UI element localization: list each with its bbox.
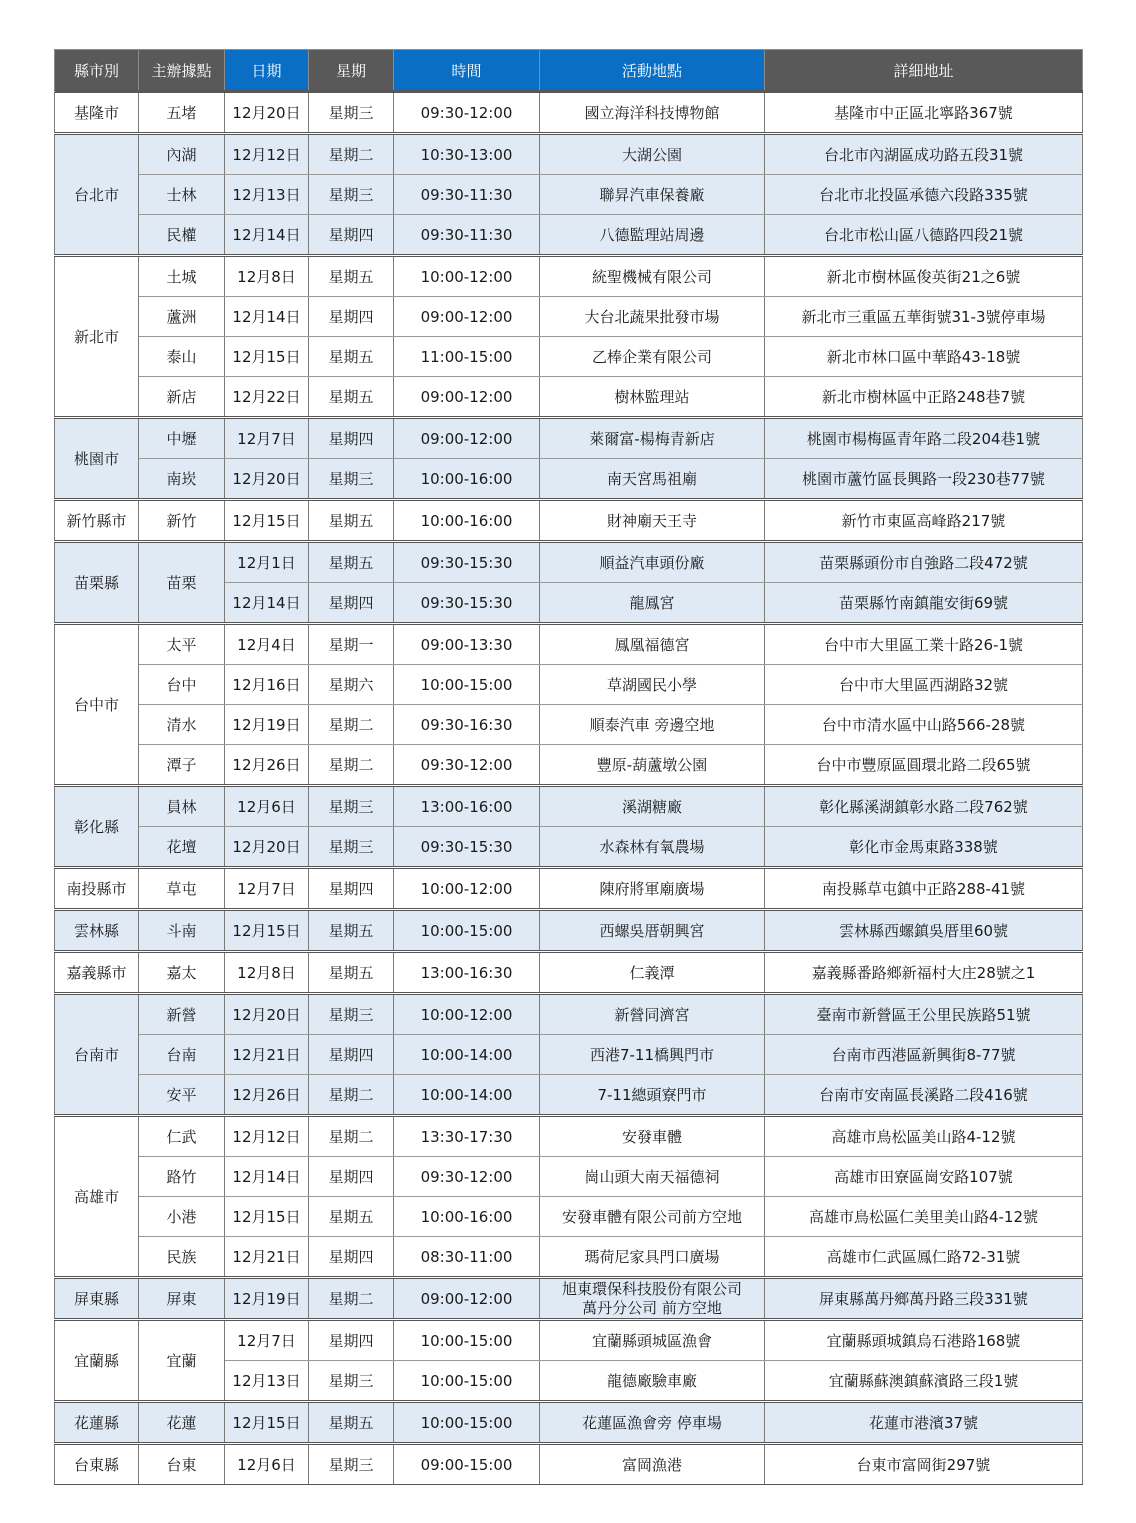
venue-cell: 豐原-葫蘆墩公園 <box>540 745 765 786</box>
city-cell: 宜蘭縣 <box>55 1320 139 1402</box>
table-row <box>55 1075 1083 1116</box>
time-cell: 10:00-14:00 <box>394 1035 540 1075</box>
venue-cell: 大湖公園 <box>540 134 765 175</box>
date-cell: 12月19日 <box>225 1278 309 1320</box>
weekday-cell: 星期五 <box>309 337 394 377</box>
date-cell: 12月15日 <box>225 337 309 377</box>
table-row <box>55 215 1083 256</box>
date-cell: 12月8日 <box>225 256 309 297</box>
table-row <box>55 256 1083 297</box>
city-cell: 苗栗縣 <box>55 542 139 624</box>
time-cell: 10:00-16:00 <box>394 1197 540 1237</box>
weekday-cell: 星期五 <box>309 1197 394 1237</box>
city-cell: 彰化縣 <box>55 786 139 868</box>
venue-cell: 新營同濟宮 <box>540 994 765 1035</box>
date-cell: 12月7日 <box>225 418 309 459</box>
site-cell: 安平 <box>139 1075 225 1116</box>
time-cell: 10:00-14:00 <box>394 1075 540 1116</box>
site-cell: 台東 <box>139 1444 225 1485</box>
time-cell: 10:30-13:00 <box>394 134 540 175</box>
address-cell: 桃園市蘆竹區長興路一段230巷77號 <box>765 459 1083 500</box>
city-group <box>55 1278 1083 1320</box>
table-row <box>55 1197 1083 1237</box>
table-row <box>55 459 1083 500</box>
time-cell: 09:30-15:30 <box>394 583 540 624</box>
address-cell: 新北市樹林區俊英街21之6號 <box>765 256 1083 297</box>
city-cell: 嘉義縣市 <box>55 952 139 994</box>
city-group <box>55 256 1083 418</box>
time-cell: 10:00-16:00 <box>394 500 540 542</box>
time-cell: 09:30-11:30 <box>394 215 540 256</box>
time-cell: 10:00-12:00 <box>394 256 540 297</box>
site-cell: 花蓮 <box>139 1402 225 1444</box>
date-cell: 12月16日 <box>225 665 309 705</box>
address-cell: 台北市內湖區成功路五段31號 <box>765 134 1083 175</box>
time-cell: 09:30-12:00 <box>394 92 540 134</box>
table-row <box>55 827 1083 868</box>
table-row <box>55 868 1083 910</box>
date-cell: 12月15日 <box>225 1197 309 1237</box>
address-cell: 高雄市仁武區鳳仁路72-31號 <box>765 1237 1083 1278</box>
time-cell: 09:00-12:00 <box>394 297 540 337</box>
city-group <box>55 418 1083 500</box>
address-cell: 台東市富岡街297號 <box>765 1444 1083 1485</box>
city-group <box>55 1444 1083 1485</box>
date-cell: 12月6日 <box>225 1444 309 1485</box>
table-row <box>55 665 1083 705</box>
address-cell: 彰化縣溪湖鎮彰水路二段762號 <box>765 786 1083 827</box>
site-cell: 太平 <box>139 624 225 665</box>
weekday-cell: 星期二 <box>309 1075 394 1116</box>
address-cell: 彰化市金馬東路338號 <box>765 827 1083 868</box>
site-cell: 泰山 <box>139 337 225 377</box>
table-row <box>55 297 1083 337</box>
venue-cell: 仁義潭 <box>540 952 765 994</box>
table-row <box>55 500 1083 542</box>
address-cell: 雲林縣西螺鎮吳厝里60號 <box>765 910 1083 952</box>
date-cell: 12月12日 <box>225 1116 309 1157</box>
weekday-cell: 星期四 <box>309 1157 394 1197</box>
address-cell: 宜蘭縣頭城鎮烏石港路168號 <box>765 1320 1083 1361</box>
site-cell: 台中 <box>139 665 225 705</box>
table-row <box>55 1402 1083 1444</box>
time-cell: 10:00-15:00 <box>394 1402 540 1444</box>
address-cell: 苗栗縣竹南鎮龍安街69號 <box>765 583 1083 624</box>
weekday-cell: 星期四 <box>309 297 394 337</box>
site-cell: 花壇 <box>139 827 225 868</box>
date-cell: 12月19日 <box>225 705 309 745</box>
date-cell: 12月14日 <box>225 583 309 624</box>
time-cell: 09:30-15:30 <box>394 542 540 583</box>
time-cell: 09:30-16:30 <box>394 705 540 745</box>
schedule-sheet <box>54 49 1082 1485</box>
site-cell: 嘉太 <box>139 952 225 994</box>
address-cell: 苗栗縣頭份市自強路二段472號 <box>765 542 1083 583</box>
city-cell: 雲林縣 <box>55 910 139 952</box>
schedule-table <box>54 49 1083 1485</box>
venue-cell: 安發車體 <box>540 1116 765 1157</box>
time-cell: 10:00-15:00 <box>394 910 540 952</box>
address-cell: 新北市林口區中華路43-18號 <box>765 337 1083 377</box>
date-cell: 12月15日 <box>225 1402 309 1444</box>
weekday-cell: 星期三 <box>309 786 394 827</box>
site-cell: 蘆洲 <box>139 297 225 337</box>
time-cell: 10:00-12:00 <box>394 868 540 910</box>
table-row <box>55 175 1083 215</box>
city-group <box>55 786 1083 868</box>
weekday-cell: 星期三 <box>309 459 394 500</box>
address-cell: 高雄市鳥松區仁美里美山路4-12號 <box>765 1197 1083 1237</box>
time-cell: 09:00-12:00 <box>394 418 540 459</box>
table-row <box>55 92 1083 134</box>
weekday-cell: 星期三 <box>309 175 394 215</box>
time-cell: 09:00-12:00 <box>394 1278 540 1320</box>
city-cell: 新北市 <box>55 256 139 418</box>
address-cell: 高雄市田寮區崗安路107號 <box>765 1157 1083 1197</box>
weekday-cell: 星期一 <box>309 624 394 665</box>
address-cell: 南投縣草屯鎮中正路288-41號 <box>765 868 1083 910</box>
header-city: 縣市別 <box>55 50 139 92</box>
weekday-cell: 星期五 <box>309 500 394 542</box>
venue-cell: 大台北蔬果批發市場 <box>540 297 765 337</box>
time-cell: 09:00-13:30 <box>394 624 540 665</box>
header-venue: 活動地點 <box>540 50 765 92</box>
table-row <box>55 134 1083 175</box>
header-address: 詳細地址 <box>765 50 1083 92</box>
address-cell: 台北市松山區八德路四段21號 <box>765 215 1083 256</box>
weekday-cell: 星期三 <box>309 827 394 868</box>
weekday-cell: 星期五 <box>309 377 394 418</box>
venue-cell: 龍德廠驗車廠 <box>540 1361 765 1402</box>
time-cell: 09:30-12:00 <box>394 1157 540 1197</box>
venue-cell: 順泰汽車 旁邊空地 <box>540 705 765 745</box>
venue-cell: 樹林監理站 <box>540 377 765 418</box>
venue-cell: 西螺吳厝朝興宮 <box>540 910 765 952</box>
site-cell: 中壢 <box>139 418 225 459</box>
table-row <box>55 377 1083 418</box>
table-row <box>55 1278 1083 1320</box>
date-cell: 12月15日 <box>225 500 309 542</box>
venue-cell: 安發車體有限公司前方空地 <box>540 1197 765 1237</box>
date-cell: 12月21日 <box>225 1237 309 1278</box>
date-cell: 12月15日 <box>225 910 309 952</box>
city-group <box>55 910 1083 952</box>
site-cell: 宜蘭 <box>139 1320 225 1402</box>
site-cell: 斗南 <box>139 910 225 952</box>
date-cell: 12月22日 <box>225 377 309 418</box>
weekday-cell: 星期二 <box>309 705 394 745</box>
address-cell: 臺南市新營區王公里民族路51號 <box>765 994 1083 1035</box>
city-cell: 桃園市 <box>55 418 139 500</box>
date-cell: 12月1日 <box>225 542 309 583</box>
address-cell: 新北市三重區五華街號31-3號停車場 <box>765 297 1083 337</box>
table-row <box>55 624 1083 665</box>
header-time: 時間 <box>394 50 540 92</box>
weekday-cell: 星期三 <box>309 1361 394 1402</box>
time-cell: 08:30-11:00 <box>394 1237 540 1278</box>
venue-cell: 國立海洋科技博物館 <box>540 92 765 134</box>
site-cell: 新營 <box>139 994 225 1035</box>
weekday-cell: 星期三 <box>309 92 394 134</box>
table-row <box>55 786 1083 827</box>
table-row <box>55 418 1083 459</box>
time-cell: 13:00-16:30 <box>394 952 540 994</box>
date-cell: 12月20日 <box>225 994 309 1035</box>
site-cell: 草屯 <box>139 868 225 910</box>
venue-cell: 西港7-11橋興門市 <box>540 1035 765 1075</box>
table-row <box>55 994 1083 1035</box>
table-row <box>55 1116 1083 1157</box>
site-cell: 南崁 <box>139 459 225 500</box>
address-cell: 台中市大里區西湖路32號 <box>765 665 1083 705</box>
date-cell: 12月12日 <box>225 134 309 175</box>
address-cell: 新竹市東區高峰路217號 <box>765 500 1083 542</box>
weekday-cell: 星期二 <box>309 134 394 175</box>
venue-cell: 陳府將軍廟廣場 <box>540 868 765 910</box>
table-row <box>55 1320 1083 1361</box>
time-cell: 11:00-15:00 <box>394 337 540 377</box>
address-cell: 台中市清水區中山路566-28號 <box>765 705 1083 745</box>
table-row <box>55 542 1083 583</box>
site-cell: 新竹 <box>139 500 225 542</box>
site-cell: 路竹 <box>139 1157 225 1197</box>
table-row <box>55 337 1083 377</box>
site-cell: 清水 <box>139 705 225 745</box>
date-cell: 12月21日 <box>225 1035 309 1075</box>
weekday-cell: 星期三 <box>309 1444 394 1485</box>
venue-cell: 草湖國民小學 <box>540 665 765 705</box>
address-cell: 高雄市鳥松區美山路4-12號 <box>765 1116 1083 1157</box>
city-group <box>55 92 1083 134</box>
venue-cell: 統聖機械有限公司 <box>540 256 765 297</box>
time-cell: 10:00-15:00 <box>394 1320 540 1361</box>
date-cell: 12月14日 <box>225 297 309 337</box>
address-cell: 台南市安南區長溪路二段416號 <box>765 1075 1083 1116</box>
site-cell: 內湖 <box>139 134 225 175</box>
address-cell: 花蓮市港濱37號 <box>765 1402 1083 1444</box>
site-cell: 仁武 <box>139 1116 225 1157</box>
weekday-cell: 星期五 <box>309 256 394 297</box>
weekday-cell: 星期四 <box>309 583 394 624</box>
venue-cell: 聯昇汽車保養廠 <box>540 175 765 215</box>
date-cell: 12月13日 <box>225 175 309 215</box>
address-cell: 宜蘭縣蘇澳鎮蘇濱路三段1號 <box>765 1361 1083 1402</box>
header-site: 主辦據點 <box>139 50 225 92</box>
city-group <box>55 952 1083 994</box>
venue-cell: 鳳凰福德宮 <box>540 624 765 665</box>
table-row <box>55 952 1083 994</box>
venue-cell: 花蓮區漁會旁 停車場 <box>540 1402 765 1444</box>
time-cell: 09:30-11:30 <box>394 175 540 215</box>
weekday-cell: 星期二 <box>309 1278 394 1320</box>
weekday-cell: 星期三 <box>309 994 394 1035</box>
time-cell: 10:00-15:00 <box>394 665 540 705</box>
venue-cell: 龍鳳宮 <box>540 583 765 624</box>
site-cell: 潭子 <box>139 745 225 786</box>
weekday-cell: 星期五 <box>309 952 394 994</box>
header-date: 日期 <box>225 50 309 92</box>
weekday-cell: 星期五 <box>309 1402 394 1444</box>
venue-cell: 7-11總頭寮門市 <box>540 1075 765 1116</box>
time-cell: 10:00-16:00 <box>394 459 540 500</box>
weekday-cell: 星期四 <box>309 868 394 910</box>
address-cell: 台中市豐原區圓環北路二段65號 <box>765 745 1083 786</box>
date-cell: 12月7日 <box>225 868 309 910</box>
venue-cell: 富岡漁港 <box>540 1444 765 1485</box>
city-cell: 花蓮縣 <box>55 1402 139 1444</box>
weekday-cell: 星期四 <box>309 1035 394 1075</box>
city-group <box>55 868 1083 910</box>
site-cell: 土城 <box>139 256 225 297</box>
date-cell: 12月4日 <box>225 624 309 665</box>
city-group <box>55 994 1083 1116</box>
city-group <box>55 542 1083 624</box>
header-row <box>55 50 1083 92</box>
city-cell: 台南市 <box>55 994 139 1116</box>
weekday-cell: 星期四 <box>309 1237 394 1278</box>
venue-cell: 順益汽車頭份廠 <box>540 542 765 583</box>
weekday-cell: 星期五 <box>309 910 394 952</box>
site-cell: 苗栗 <box>139 542 225 624</box>
city-group <box>55 1402 1083 1444</box>
city-cell: 台東縣 <box>55 1444 139 1485</box>
venue-line-1: 旭東環保科技股份有限公司 <box>561 1279 742 1298</box>
city-group <box>55 624 1083 786</box>
city-cell: 基隆市 <box>55 92 139 134</box>
header-weekday: 星期 <box>309 50 394 92</box>
table-row <box>55 910 1083 952</box>
venue-cell: 瑪荷尼家具門口廣場 <box>540 1237 765 1278</box>
table-row <box>55 1157 1083 1197</box>
venue-cell: 萊爾富-楊梅青新店 <box>540 418 765 459</box>
site-cell: 五堵 <box>139 92 225 134</box>
table-row <box>55 1035 1083 1075</box>
venue-cell: 溪湖糖廠 <box>540 786 765 827</box>
time-cell: 09:30-15:30 <box>394 827 540 868</box>
date-cell: 12月26日 <box>225 745 309 786</box>
weekday-cell: 星期四 <box>309 1320 394 1361</box>
time-cell: 10:00-12:00 <box>394 994 540 1035</box>
table-row <box>55 745 1083 786</box>
date-cell: 12月26日 <box>225 1075 309 1116</box>
date-cell: 12月7日 <box>225 1320 309 1361</box>
date-cell: 12月20日 <box>225 92 309 134</box>
venue-cell: 宜蘭縣頭城區漁會 <box>540 1320 765 1361</box>
venue-cell: 水森林有氧農場 <box>540 827 765 868</box>
city-group <box>55 1320 1083 1402</box>
weekday-cell: 星期二 <box>309 1116 394 1157</box>
weekday-cell: 星期六 <box>309 665 394 705</box>
venue-line-2: 萬丹分公司 前方空地 <box>582 1298 722 1317</box>
city-cell: 南投縣市 <box>55 868 139 910</box>
address-cell: 嘉義縣番路鄉新福村大庄28號之1 <box>765 952 1083 994</box>
table-row <box>55 1444 1083 1485</box>
venue-cell: 崗山頭大南天福德祠 <box>540 1157 765 1197</box>
venue-cell <box>540 1278 765 1320</box>
site-cell: 員林 <box>139 786 225 827</box>
date-cell: 12月6日 <box>225 786 309 827</box>
table-row <box>55 705 1083 745</box>
site-cell: 民權 <box>139 215 225 256</box>
date-cell: 12月14日 <box>225 215 309 256</box>
time-cell: 13:00-16:00 <box>394 786 540 827</box>
venue-cell: 財神廟天王寺 <box>540 500 765 542</box>
city-group <box>55 134 1083 256</box>
table-header <box>55 50 1083 92</box>
time-cell: 09:00-12:00 <box>394 377 540 418</box>
venue-cell: 南天宮馬祖廟 <box>540 459 765 500</box>
table-row <box>55 1237 1083 1278</box>
date-cell: 12月8日 <box>225 952 309 994</box>
city-cell: 台中市 <box>55 624 139 786</box>
address-cell: 新北市樹林區中正路248巷7號 <box>765 377 1083 418</box>
time-cell: 09:30-12:00 <box>394 745 540 786</box>
city-cell: 屏東縣 <box>55 1278 139 1320</box>
date-cell: 12月20日 <box>225 459 309 500</box>
site-cell: 屏東 <box>139 1278 225 1320</box>
site-cell: 士林 <box>139 175 225 215</box>
time-cell: 13:30-17:30 <box>394 1116 540 1157</box>
city-group <box>55 1116 1083 1278</box>
city-cell: 新竹縣市 <box>55 500 139 542</box>
site-cell: 台南 <box>139 1035 225 1075</box>
address-cell: 台南市西港區新興街8-77號 <box>765 1035 1083 1075</box>
address-cell: 桃園市楊梅區青年路二段204巷1號 <box>765 418 1083 459</box>
weekday-cell: 星期五 <box>309 542 394 583</box>
date-cell: 12月14日 <box>225 1157 309 1197</box>
weekday-cell: 星期二 <box>309 745 394 786</box>
weekday-cell: 星期四 <box>309 418 394 459</box>
city-group <box>55 500 1083 542</box>
address-cell: 台北市北投區承德六段路335號 <box>765 175 1083 215</box>
city-cell: 高雄市 <box>55 1116 139 1278</box>
venue-cell: 八德監理站周邊 <box>540 215 765 256</box>
venue-cell: 乙棒企業有限公司 <box>540 337 765 377</box>
site-cell: 小港 <box>139 1197 225 1237</box>
time-cell: 09:00-15:00 <box>394 1444 540 1485</box>
date-cell: 12月13日 <box>225 1361 309 1402</box>
site-cell: 民族 <box>139 1237 225 1278</box>
address-cell: 屏東縣萬丹鄉萬丹路三段331號 <box>765 1278 1083 1320</box>
weekday-cell: 星期四 <box>309 215 394 256</box>
time-cell: 10:00-15:00 <box>394 1361 540 1402</box>
date-cell: 12月20日 <box>225 827 309 868</box>
address-cell: 台中市大里區工業十路26-1號 <box>765 624 1083 665</box>
city-cell: 台北市 <box>55 134 139 256</box>
address-cell: 基隆市中正區北寧路367號 <box>765 92 1083 134</box>
site-cell: 新店 <box>139 377 225 418</box>
